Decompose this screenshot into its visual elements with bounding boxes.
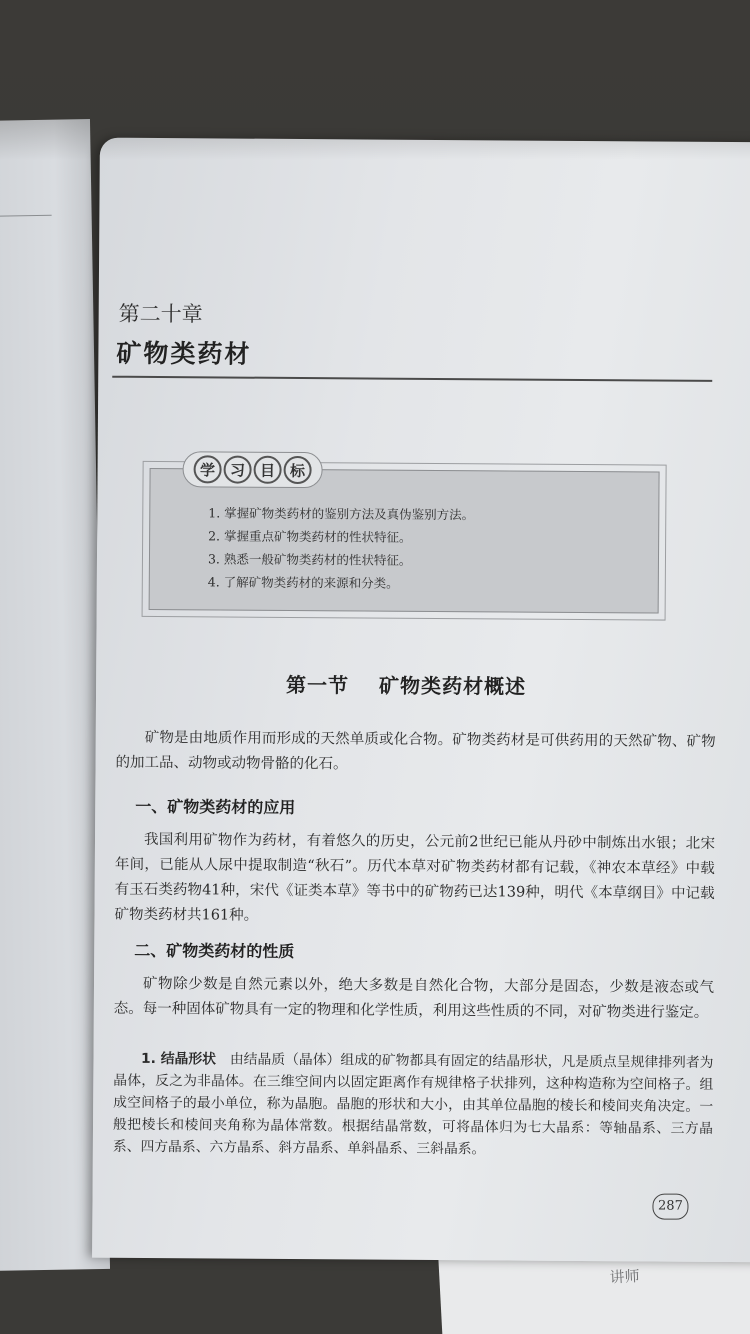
top-shadow [0,0,750,160]
subheading-properties: 二、矿物类药材的性质 [134,940,295,961]
chapter-title: 矿物类药材 [116,338,252,369]
learning-goals-list [208,501,475,595]
goals-heading-char: 目 [254,456,282,484]
intro-paragraph [115,726,715,780]
crystal-lead: 1. 结晶形状 [141,1050,217,1068]
page-number: 287 [652,1193,688,1219]
chapter-number: 第二十章 [118,301,203,327]
properties-paragraph [114,972,714,1026]
subheading-application: 一、矿物类药材的应用 [135,796,296,817]
goals-heading-char: 习 [224,455,252,483]
under-cell-3: 讲师 [609,1266,641,1287]
intro-text: 矿物是由地质作用而形成的天然单质或化合物。矿物类药材是可供药用的天然矿物、矿物的加工品、动物或动物骨骼的化石。 [115,729,716,773]
section-title [286,669,526,700]
section-name: 矿物类药材概述 [379,673,527,699]
application-paragraph [114,828,715,932]
learning-goals-heading [182,451,322,488]
list-item: 4. 了解矿物类药材的来源和分类。 [207,574,399,591]
chapter-divider [112,376,712,382]
list-item: 2. 掌握重点矿物类药材的性状特征。 [208,528,412,545]
left-page-rule [0,215,52,217]
learning-goals-box [149,460,660,614]
list-item: 1. 掌握矿物类药材的鉴别方法及真伪鉴别方法。 [208,505,475,523]
list-item: 3. 熟悉一般矿物类药材的性状特征。 [207,551,412,568]
goals-heading-char: 学 [194,455,222,483]
application-text: 我国利用矿物作为药材，有着悠久的历史，公元前2世纪已能从丹砂中制炼出水银；北宋年间，已能从人尿中提取制造“秋石”。历代本草对矿物类药材都有记载，《神农本草经》中载有玉石类药物41种，宋代《证类本草》等书中的矿物药已达139种，明代《本草纲目》中记载矿物类药材共161种。 [114,831,716,924]
section-number: 第一节 [286,672,350,698]
crystal-text: 由结晶质（晶体）组成的矿物都具有固定的结晶形状，凡是质点呈规律排列者为晶体，反之为非晶体。在三维空间内以固定距离作有规律格子状排列，这种构造称为空间格子。组成空间格子的最小单位，称为晶胞。晶胞的形状和大小，由其单位晶胞的棱长和棱间夹角决定。一般把棱长和棱间夹角称为晶体常数。根据结晶常数，可将晶体归为七大晶系：等轴晶系、三方晶系、四方晶系、六方晶系、斜方晶系、单斜晶系、三斜晶系。 [112,1051,714,1158]
properties-text: 矿物除少数是自然元素以外，绝大多数是自然化合物，大部分是固态，少数是液态或气态。每一种固体矿物具有一定的物理和化学性质，利用这些性质的不同，对矿物类进行鉴定。 [113,975,715,1021]
book-page [92,138,750,1263]
goals-heading-char: 标 [284,456,312,484]
crystal-paragraph [113,1048,714,1162]
